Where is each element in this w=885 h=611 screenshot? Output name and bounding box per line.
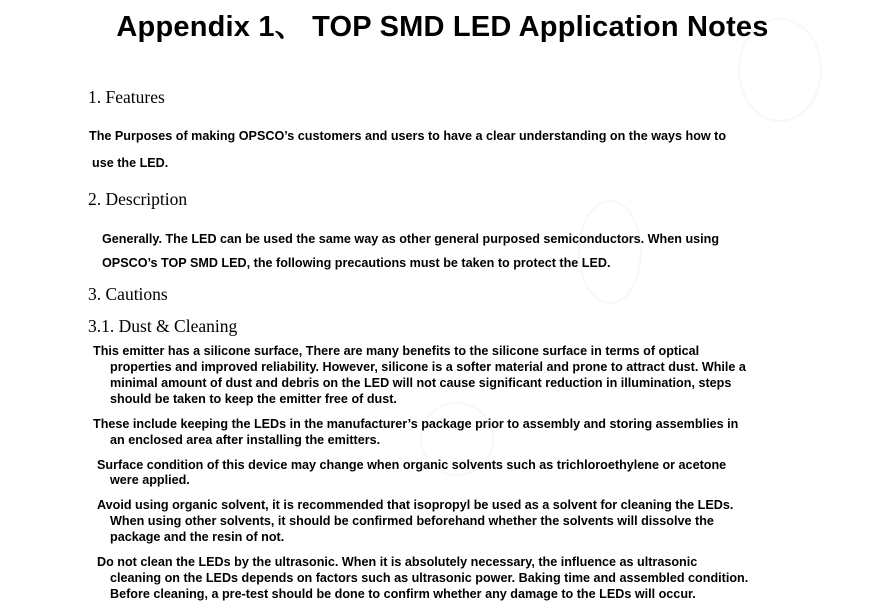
paragraph-line: Before cleaning, a pre-test should be done to confirm whether any damage to the LEDs will occur.: [110, 587, 696, 601]
features-line: use the LED.: [92, 156, 169, 170]
paragraph-line: When using other solvents, it should be confirmed beforehand whether the solvents will dissolve the: [110, 514, 714, 528]
paragraph-line: minimal amount of dust and debris on the LED will not cause significant reduction in illumination, steps: [110, 376, 732, 390]
paragraph-line: This emitter has a silicone surface, There are many benefits to the silicone surface in terms of optical: [93, 344, 700, 358]
paragraph-line: were applied.: [110, 473, 190, 487]
section-heading-cautions: 3. Cautions: [88, 284, 168, 304]
paragraph-line: Avoid using organic solvent, it is recommended that isopropyl be used as a solvent for cleaning the LEDs.: [97, 498, 734, 512]
section-heading-description: 2. Description: [88, 189, 188, 209]
watermark-circle: [578, 200, 642, 304]
paragraph-line: These include keeping the LEDs in the manufacturer’s package prior to assembly and storing assemblies in: [93, 417, 739, 431]
features-line: The Purposes of making OPSCO’s customers and users to have a clear understanding on the ways how to: [89, 129, 727, 143]
description-line: OPSCO’s TOP SMD LED, the following precautions must be taken to protect the LED.: [102, 256, 611, 270]
description-line: Generally. The LED can be used the same way as other general purposed semiconductors. When using: [102, 232, 720, 246]
paragraph-line: Surface condition of this device may change when organic solvents such as trichloroethylene or acetone: [97, 458, 727, 472]
paragraph-line: Do not clean the LEDs by the ultrasonic. When it is absolutely necessary, the influence as ultrasonic: [97, 555, 698, 569]
section-heading-features: 1. Features: [88, 87, 165, 107]
subsection-heading-dust-cleaning: 3.1. Dust & Cleaning: [88, 316, 238, 336]
paragraph-line: an enclosed area after installing the emitters.: [110, 433, 381, 447]
paragraph-line: should be taken to keep the emitter free of dust.: [110, 392, 397, 406]
paragraph-line: properties and improved reliability. However, silicone is a softer material and prone to attract dust. While a: [110, 360, 746, 374]
paragraph-line: package and the resin of not.: [110, 530, 285, 544]
page-title: Appendix 1、 TOP SMD LED Application Notes: [116, 11, 769, 43]
paragraph-line: cleaning on the LEDs depends on factors such as ultrasonic power. Baking time and assembled condition.: [110, 571, 749, 585]
